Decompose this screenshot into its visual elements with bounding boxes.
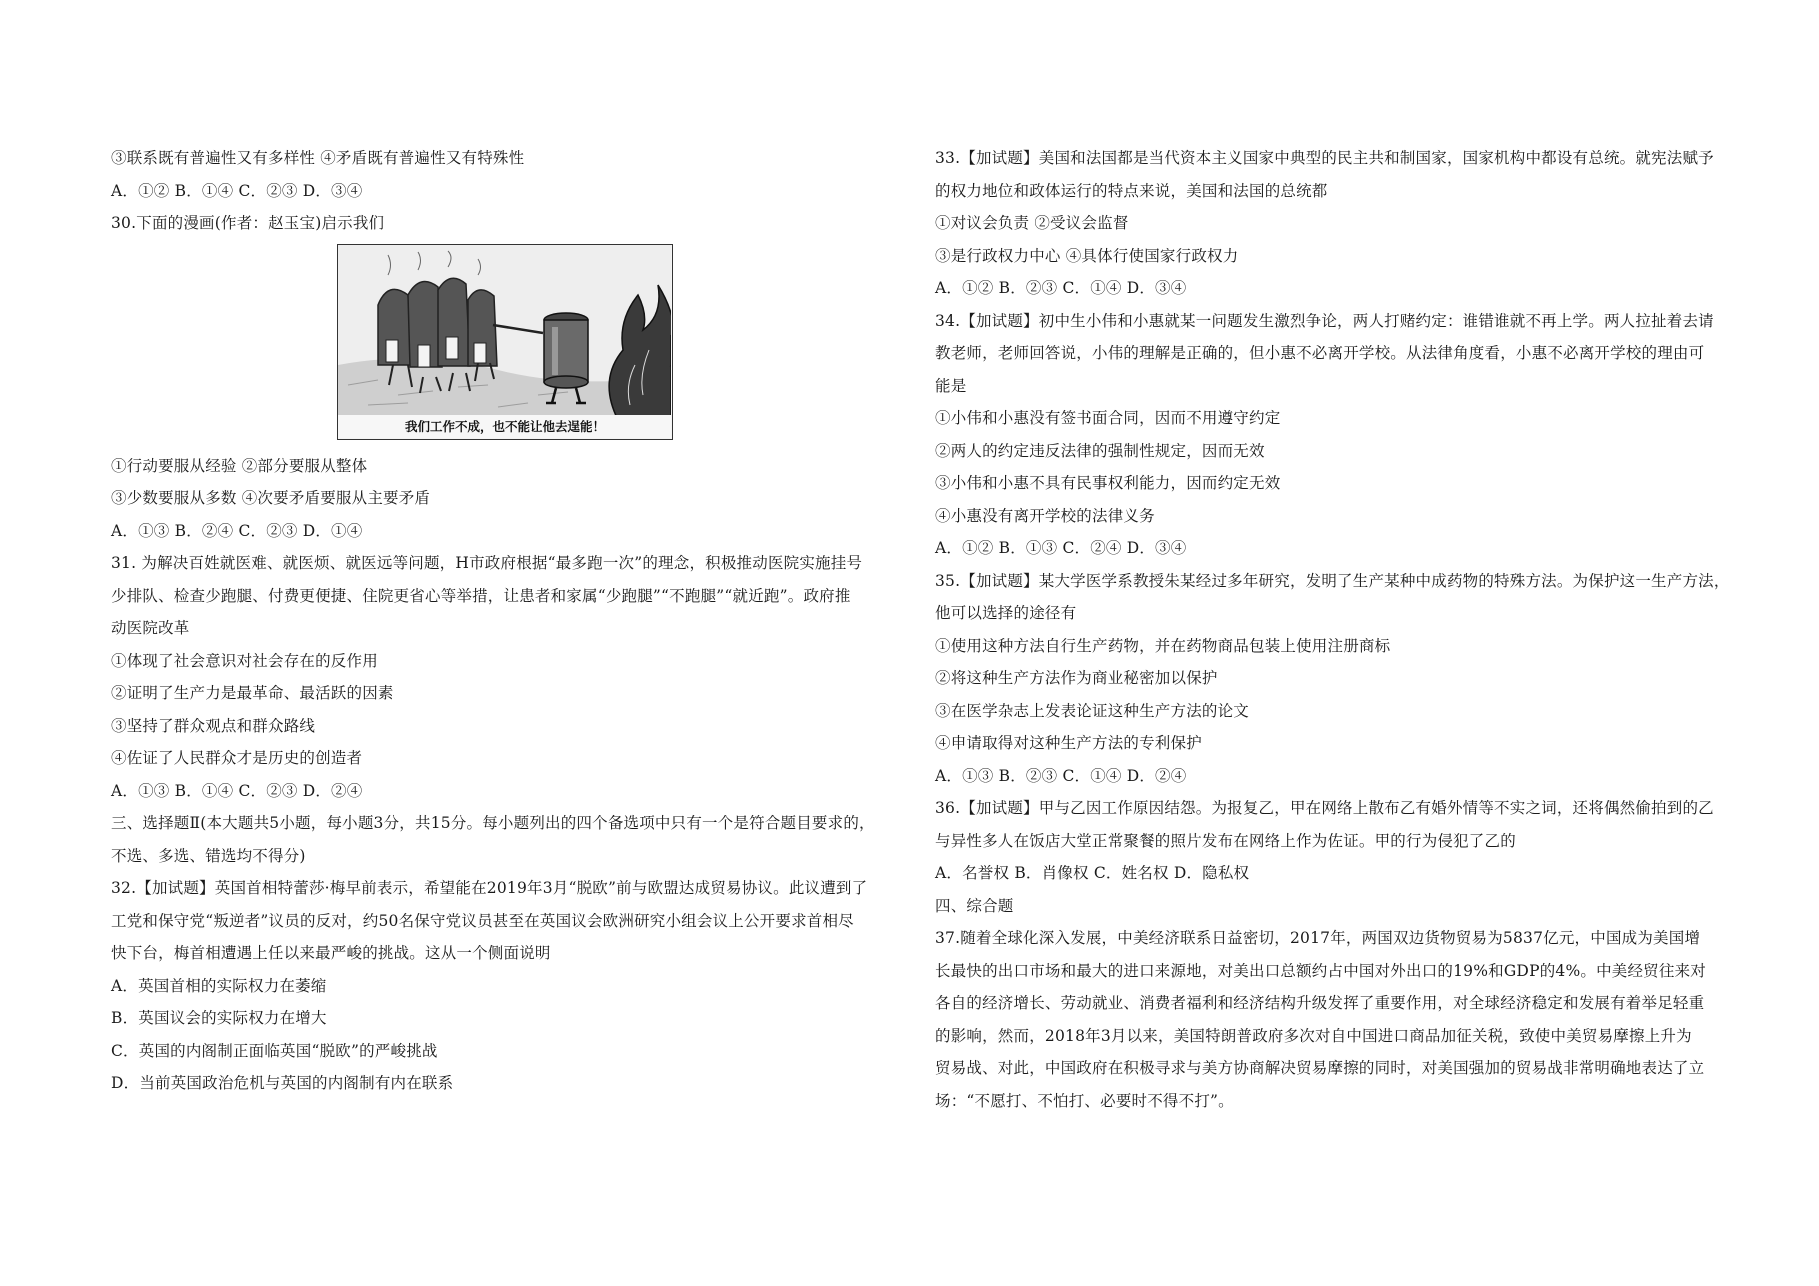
text-line: 场：“不愿打、不怕打、必要时不得不打”。 bbox=[935, 1091, 1234, 1110]
figure-caption: 我们工作不成，也不能让他去逞能！ bbox=[404, 418, 605, 434]
text-line: 30.下面的漫画(作者：赵玉宝)启示我们 bbox=[111, 214, 385, 232]
text-line: A．英国首相的实际权力在萎缩 bbox=[111, 976, 327, 995]
text-line: 33.【加试题】美国和法国都是当代资本主义国家中典型的民主共和制国家，国家机构中都设有总统。就宪法赋予 bbox=[935, 149, 1714, 167]
text-line: 贸易战、对此，中国政府在积极寻求与美方协商解决贸易摩擦的同时，对美国强加的贸易战非常明确地表达了立 bbox=[935, 1059, 1705, 1077]
left-text-block-bottom bbox=[111, 450, 911, 1100]
text-line: ③联系既有普遍性又有多样性 ④矛盾既有普遍性又有特殊性 bbox=[111, 149, 525, 167]
text-line: ①行动要服从经验 ②部分要服从整体 bbox=[111, 456, 368, 475]
text-line: 他可以选择的途径有 bbox=[935, 604, 1077, 622]
text-line: ②证明了生产力是最革命、最活跃的因素 bbox=[111, 684, 394, 702]
text-line: 快下台，梅首相遭遇上任以来最严峻的挑战。这从一个侧面说明 bbox=[111, 944, 551, 962]
text-line: A．名誉权 B．肖像权 C．姓名权 D．隐私权 bbox=[935, 864, 1250, 882]
text-line: 与异性多人在饭店大堂正常聚餐的照片发布在网络上作为佐证。甲的行为侵犯了乙的 bbox=[935, 831, 1516, 850]
text-line: ③坚持了群众观点和群众路线 bbox=[111, 716, 316, 735]
text-line: D．当前英国政治危机与英国的内阁制有内在联系 bbox=[111, 1074, 454, 1092]
right-column bbox=[935, 142, 1740, 1117]
text-line: 四、综合题 bbox=[935, 896, 1014, 915]
text-line: A．①③ B．①④ C．②③ D．②④ bbox=[111, 781, 363, 800]
text-line: 31. 为解决百姓就医难、就医烦、就医远等问题，H市政府根据“最多跑一次”的理念，积极推动医院实施挂号 bbox=[111, 554, 863, 572]
text-line: ①使用这种方法自行生产药物，并在药物商品包装上使用注册商标 bbox=[935, 636, 1391, 655]
text-line: ④佐证了人民群众才是历史的创造者 bbox=[111, 749, 363, 767]
text-line: 各自的经济增长、劳动就业、消费者福利和经济结构升级发挥了重要作用，对全球经济稳定和发展有着举足轻重 bbox=[935, 994, 1705, 1012]
text-line: A．①③ B．②③ C．①④ D．②④ bbox=[935, 766, 1187, 785]
text-line: 工党和保守党“叛逆者”议员的反对，约50名保守党议员甚至在英国议会欧洲研究小组会议上公开要求首相尽 bbox=[111, 911, 854, 930]
cartoon-illustration bbox=[338, 245, 671, 438]
left-column bbox=[111, 142, 911, 1100]
text-line: 36.【加试题】甲与乙因工作原因结怨。为报复乙，甲在网络上散布乙有婚外情等不实之词，还将偶然偷拍到的乙 bbox=[935, 799, 1714, 817]
text-line: 少排队、检查少跑腿、付费更便捷、住院更省心等举措，让患者和家属“少跑腿”“不跑腿”“就近跑”。政府推 bbox=[111, 586, 851, 605]
text-line: A．①③ B．②④ C．②③ D．①④ bbox=[111, 521, 363, 540]
text-line: ③小伟和小惠不具有民事权利能力，因而约定无效 bbox=[935, 474, 1281, 492]
text-line: 35.【加试题】某大学医学系教授朱某经过多年研究，发明了生产某种中成药物的特殊方法。为保护这一生产方法， bbox=[935, 571, 1730, 590]
text-line: A．①② B．①④ C．②③ D．③④ bbox=[111, 181, 363, 200]
left-text-block-top bbox=[111, 142, 911, 240]
text-line: ③是行政权力中心 ④具体行使国家行政权力 bbox=[935, 246, 1239, 265]
text-line: 教老师，老师回答说，小伟的理解是正确的，但小惠不必离开学校。从法律角度看，小惠不必离开学校的理由可 bbox=[935, 344, 1705, 362]
text-line: ①小伟和小惠没有签书面合同，因而不用遵守约定 bbox=[935, 409, 1281, 427]
text-line: B．英国议会的实际权力在增大 bbox=[111, 1009, 327, 1027]
text-line: 32.【加试题】英国首相特蕾莎·梅早前表示，希望能在2019年3月“脱欧”前与欧盟达成贸易协议。此议遭到了 bbox=[111, 879, 868, 897]
text-line: A．①② B．①③ C．②④ D．③④ bbox=[935, 539, 1187, 557]
text-line: ③少数要服从多数 ④次要矛盾要服从主要矛盾 bbox=[111, 489, 431, 507]
text-line: 三、选择题Ⅱ(本大题共5小题，每小题3分，共15分。每小题列出的四个备选项中只有一个是符合题目要求的， bbox=[111, 814, 875, 832]
text-line: ④小惠没有离开学校的法律义务 bbox=[935, 506, 1155, 525]
text-line: 的影响，然而，2018年3月以来，美国特朗普政府多次对自中国进口商品加征关税，致使中美贸易摩擦上升为 bbox=[935, 1026, 1692, 1045]
text-line: 的权力地位和政体运行的特点来说，美国和法国的总统都 bbox=[935, 181, 1328, 200]
text-line: 长最快的出口市场和最大的进口来源地，对美出口总额约占中国对外出口的19%和GDP的4%。中美经贸往来对 bbox=[935, 961, 1706, 980]
text-line: ③在医学杂志上发表论证这种生产方法的论文 bbox=[935, 701, 1250, 720]
text-line: A．①② B．②③ C．①④ D．③④ bbox=[935, 279, 1187, 297]
text-line: 能是 bbox=[935, 376, 967, 395]
text-line: 37.随着全球化深入发展，中美经济联系日益密切，2017年，两国双边货物贸易为5837亿元，中国成为美国增 bbox=[935, 929, 1701, 947]
text-line: ②两人的约定违反法律的强制性规定，因而无效 bbox=[935, 441, 1265, 460]
text-line: 动医院改革 bbox=[111, 619, 190, 637]
text-line: ①体现了社会意识对社会存在的反作用 bbox=[111, 651, 378, 670]
text-line: 34.【加试题】初中生小伟和小惠就某一问题发生激烈争论，两人打赌约定：谁错谁就不再上学。两人拉扯着去请 bbox=[935, 311, 1714, 330]
text-line: ①对议会负责 ②受议会监督 bbox=[935, 214, 1129, 232]
text-line: 不选、多选、错选均不得分) bbox=[111, 846, 306, 865]
text-line: ④申请取得对这种生产方法的专利保护 bbox=[935, 734, 1202, 752]
cartoon-figure bbox=[337, 244, 673, 440]
text-line: C．英国的内阁制正面临英国“脱欧”的严峻挑战 bbox=[111, 1041, 438, 1060]
right-text-block bbox=[935, 142, 1740, 1117]
text-line: ②将这种生产方法作为商业秘密加以保护 bbox=[935, 669, 1218, 687]
